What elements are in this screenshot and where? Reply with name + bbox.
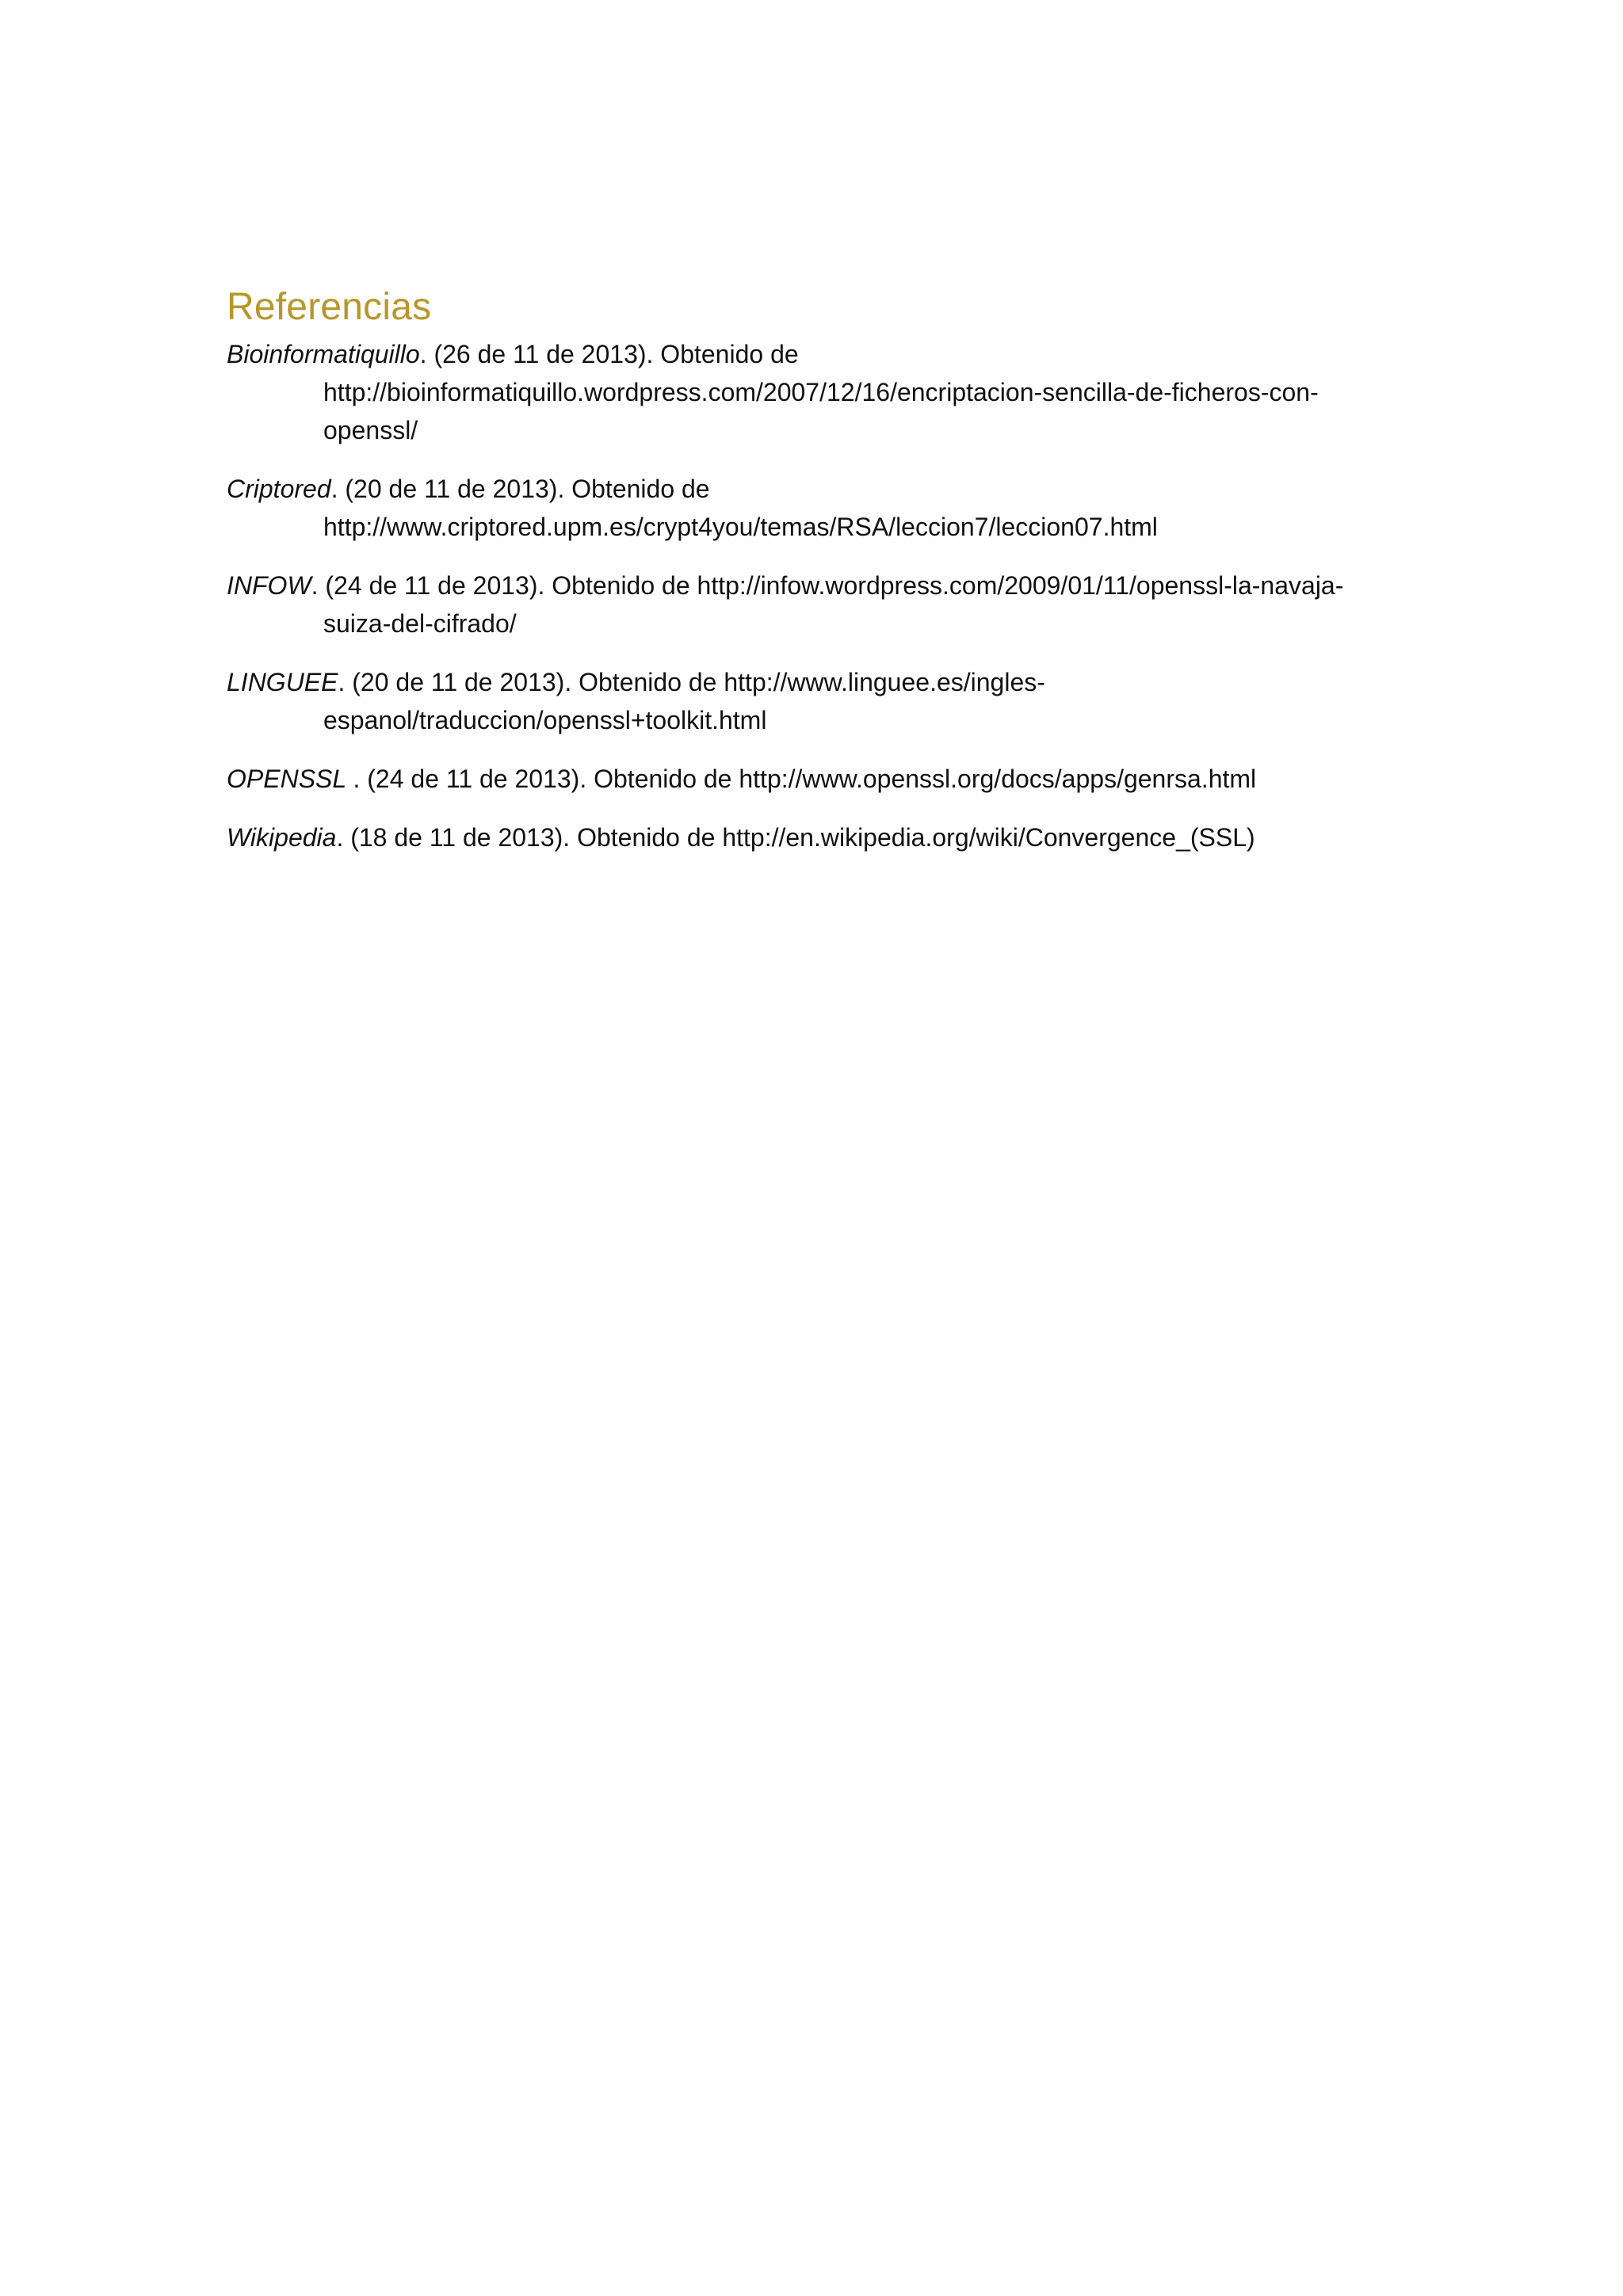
- references-list: [227, 335, 1400, 856]
- reference-source: INFOW: [227, 571, 311, 601]
- reference-entry: [227, 760, 1400, 798]
- reference-source: Criptored: [227, 475, 331, 504]
- reference-entry: [227, 663, 1400, 739]
- reference-details: . (20 de 11 de 2013). Obtenido de http://www.linguee.es/ingles-espanol/traduccion/openssl+toolkit.html: [323, 668, 1045, 735]
- references-section: [227, 285, 1400, 877]
- reference-entry: [227, 566, 1400, 643]
- reference-details: . (18 de 11 de 2013). Obtenido de http://en.wikipedia.org/wiki/Convergence_(SSL): [336, 823, 1255, 852]
- reference-details: . (20 de 11 de 2013). Obtenido de http://www.criptored.upm.es/crypt4you/temas/RSA/leccion7/leccion07.html: [323, 475, 1158, 542]
- references-heading: Referencias: [227, 286, 432, 328]
- reference-details: . (26 de 11 de 2013). Obtenido de http://bioinformatiquillo.wordpress.com/2007/12/16/encriptacion-sencilla-de-ficheros-con-openssl/: [323, 340, 1319, 445]
- reference-source: OPENSSL: [227, 765, 353, 794]
- reference-entry: [227, 818, 1400, 856]
- reference-details: . (24 de 11 de 2013). Obtenido de http://infow.wordpress.com/2009/01/11/openssl-la-navaja-suiza-del-cifrado/: [311, 571, 1344, 639]
- reference-source: Wikipedia: [227, 823, 337, 852]
- reference-details: . (24 de 11 de 2013). Obtenido de http://www.openssl.org/docs/apps/genrsa.html: [353, 765, 1257, 794]
- reference-source: LINGUEE: [227, 668, 338, 697]
- reference-source: Bioinformatiquillo: [227, 340, 420, 369]
- reference-entry: [227, 470, 1400, 546]
- reference-entry: [227, 335, 1400, 449]
